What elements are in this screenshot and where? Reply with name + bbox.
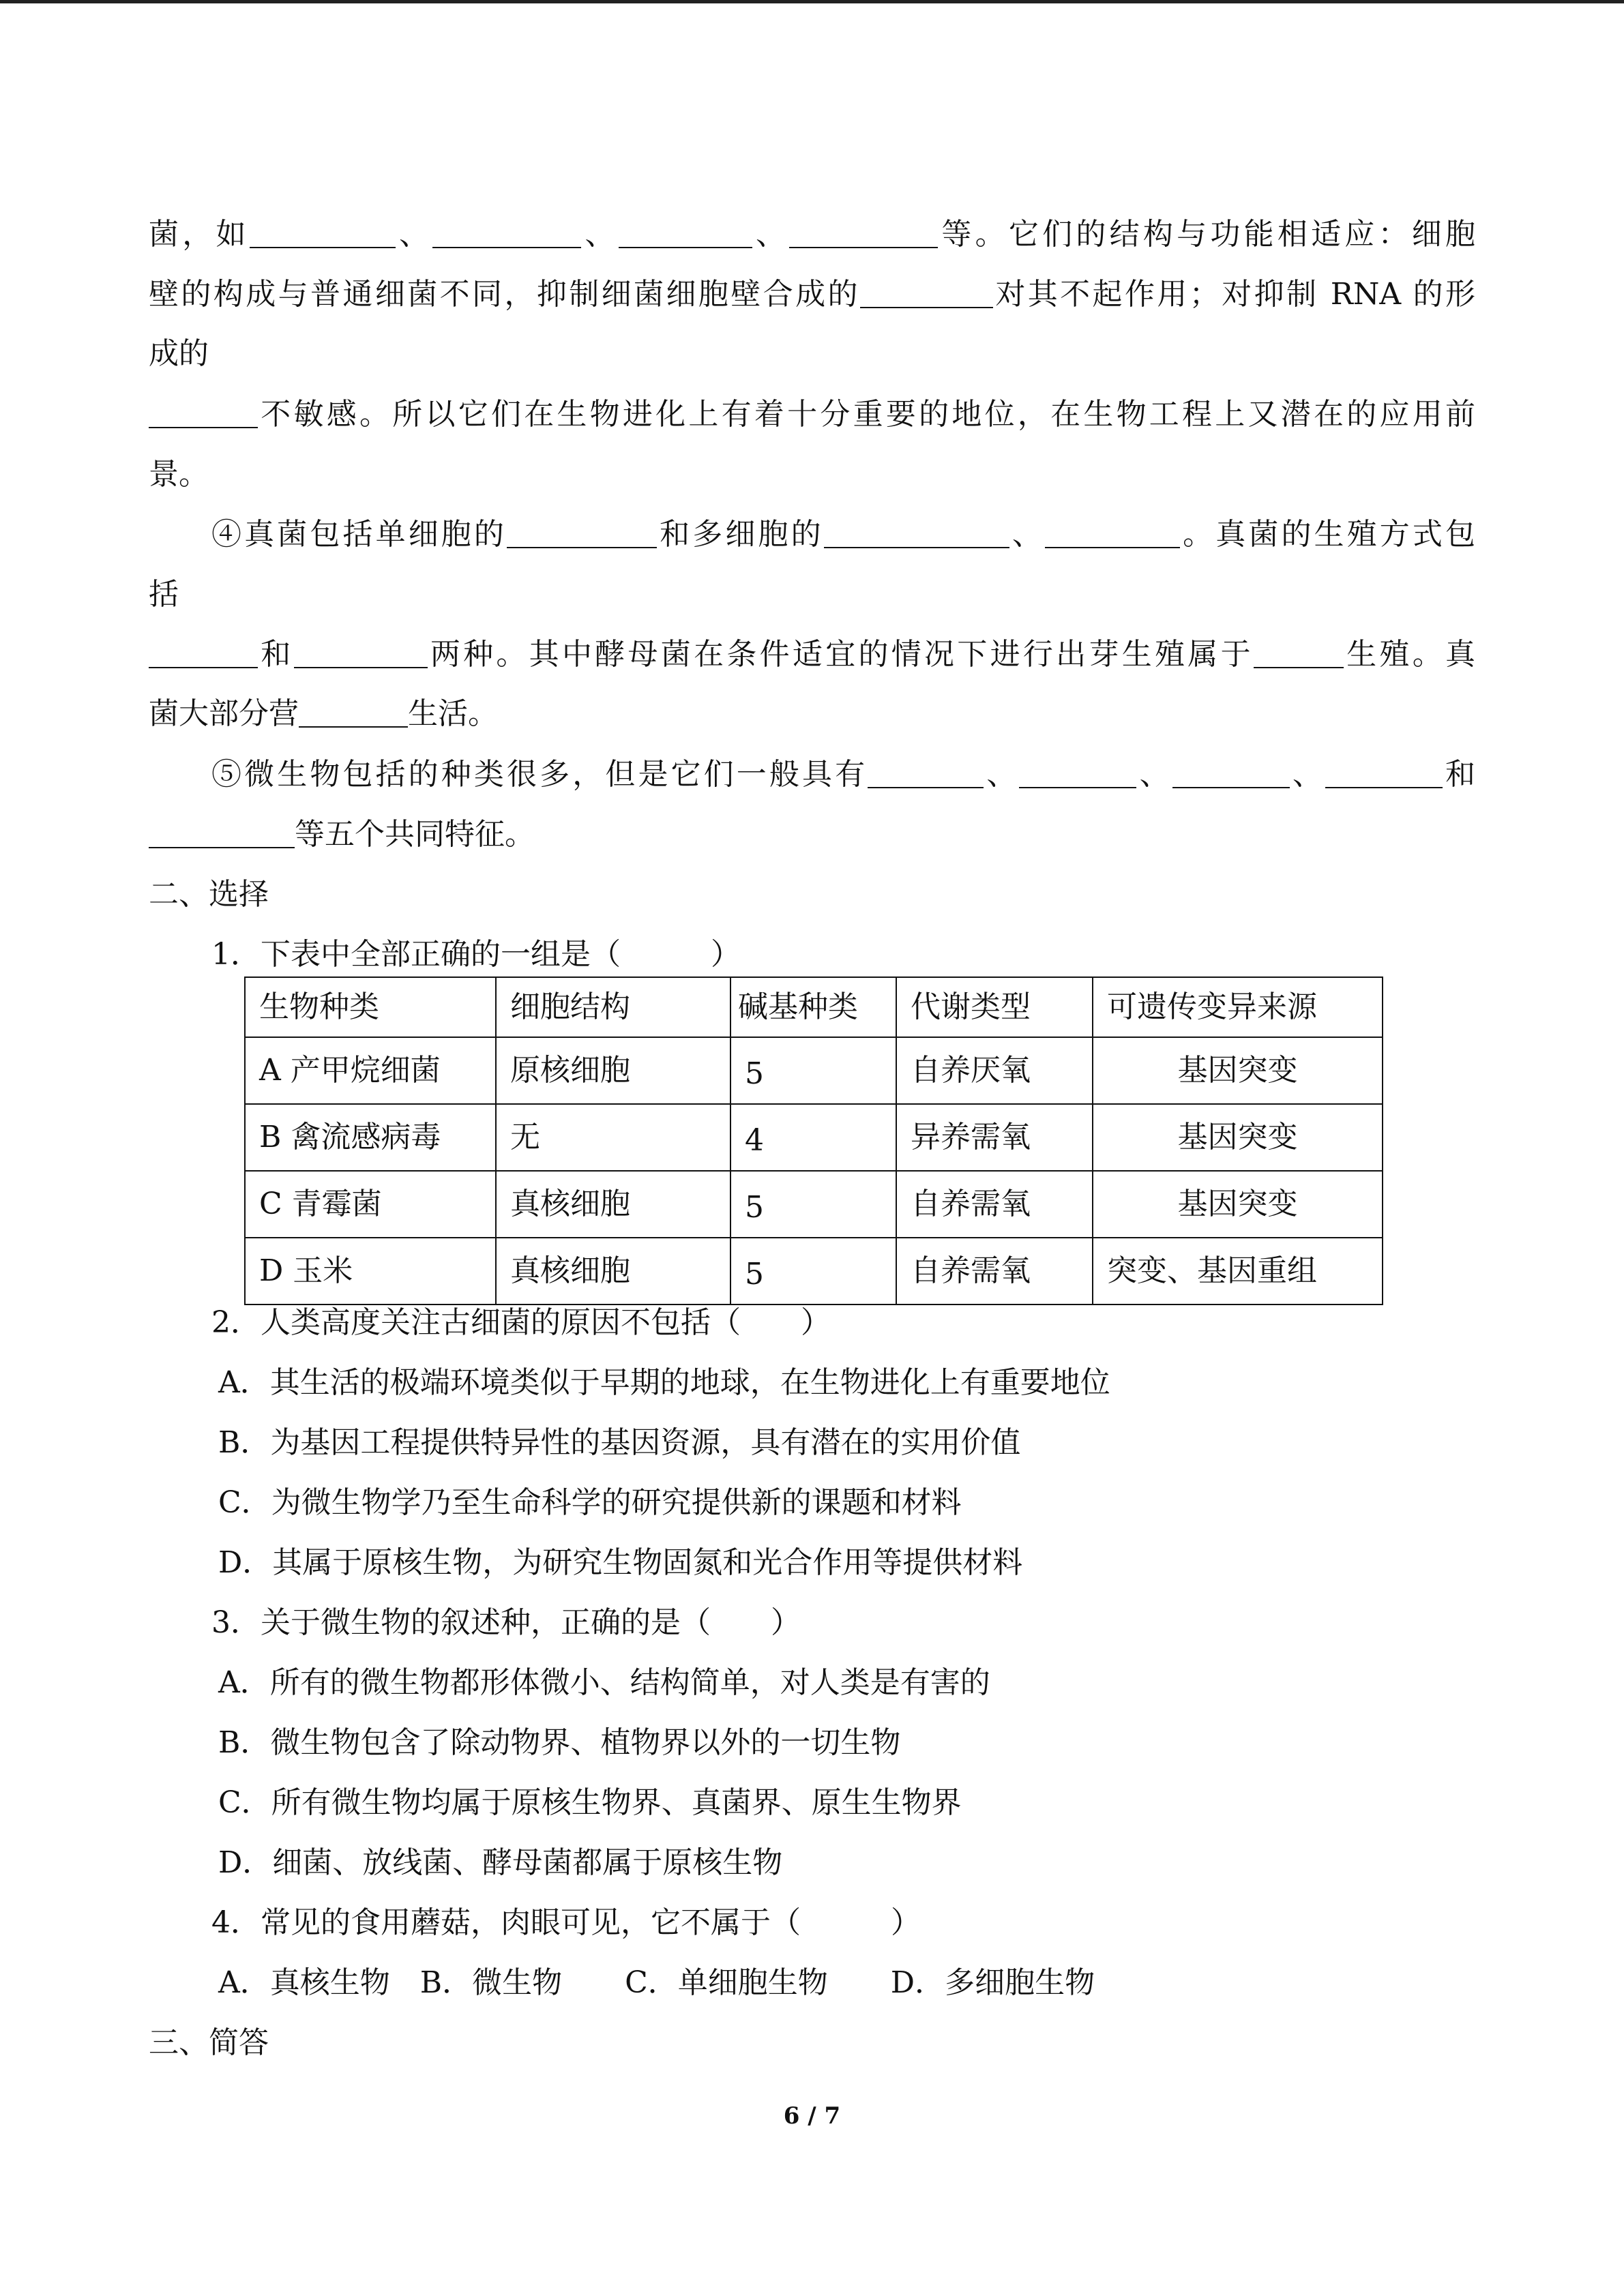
table-cell: 异养需氧 [896,1104,1093,1171]
table-cell: 无 [496,1104,730,1171]
table-header-cell: 细胞结构 [496,977,730,1037]
text: 等。它们的结构与功能相适应：细胞 [938,217,1476,252]
question-2-option-c: C．为微生物学乃至生命科学的研究提供新的课题和材料 [218,1485,962,1520]
text: 对其不起作用；对抑制 RNA 的形 [992,277,1475,312]
answer-blank[interactable] [824,520,1009,548]
fill-line-6 [211,517,1476,552]
fill-line-5: 景。 [149,457,209,492]
table-cell: B 禽流感病毒 [245,1104,496,1171]
table-cell: C 青霉菌 [245,1171,496,1238]
question-3-option-d: D．细菌、放线菌、酵母菌都属于原核生物 [218,1845,783,1880]
question-4-stem: 4．常见的食用蘑菇，肉眼可见，它不属于（ ） [211,1905,921,1940]
text: 、 [984,757,1020,792]
answer-blank[interactable] [868,760,984,788]
table-header-cell: 可遗传变异来源 [1093,977,1383,1037]
answer-blank[interactable] [1019,760,1136,788]
table-cell: A 产甲烷细菌 [245,1037,496,1104]
question-2-option-a: A．其生活的极端环境类似于早期的地球，在生物进化上有重要地位 [218,1365,1110,1400]
text: 、 [1009,517,1045,552]
fill-line-3: 成的 [149,336,209,371]
table-cell: 突变、基因重组 [1093,1238,1383,1304]
fill-line-11 [149,817,1475,852]
table-row [245,1037,1383,1104]
answer-blank[interactable] [432,220,581,248]
text: ⑤微生物包括的种类很多，但是它们一般具有 [211,757,868,792]
table-cell: 自养厌氧 [896,1037,1093,1104]
question-1-table [244,976,1382,1305]
text: 不敏感。所以它们在生物进化上有着十分重要的地位，在生物工程上又潜在的应用前 [258,397,1475,432]
question-3-stem: 3．关于微生物的叙述种，正确的是（ ） [211,1605,801,1640]
question-4-option-d: D．多细胞生物 [890,1965,1095,2000]
question-4-options [218,1965,1475,2000]
text: 和 [258,637,294,672]
answer-blank[interactable] [789,220,938,248]
page-number: 6 / 7 [783,2102,841,2130]
text: 菌大部分营 [149,696,299,731]
text: 壁的构成与普通细菌不同，抑制细菌细胞壁合成的 [149,277,860,312]
table-row [245,1238,1383,1304]
answer-blank[interactable] [619,220,752,248]
table-cell: 自养需氧 [896,1171,1093,1238]
table-cell: D 玉米 [245,1238,496,1304]
fill-line-8 [149,637,1475,672]
fill-line-2 [149,277,1475,312]
table-cell: 基因突变 [1093,1171,1383,1238]
fill-line-10 [211,757,1476,792]
question-2-option-b: B．为基因工程提供特异性的基因资源，具有潜在的实用价值 [218,1425,1021,1460]
table-header-cell: 碱基种类 [730,977,896,1037]
text: 、 [395,217,433,252]
text: 、 [752,217,790,252]
question-4-option-a: A．真核生物 [218,1965,390,2000]
table-row [245,1171,1383,1238]
table-cell: 基因突变 [1093,1037,1383,1104]
fill-line-9 [149,696,1475,731]
table-cell: 5 [730,1037,896,1104]
question-2-stem: 2．人类高度关注古细菌的原因不包括（ ） [211,1305,831,1340]
answer-blank[interactable] [1325,760,1443,788]
question-3-option-b: B．微生物包含了除动物界、植物界以外的一切生物 [218,1725,901,1760]
question-3-option-c: C．所有微生物均属于原核生物界、真菌界、原生生物界 [218,1785,962,1820]
text: 和 [1442,757,1476,792]
answer-blank[interactable] [299,699,408,728]
question-4-option-c: C．单细胞生物 [625,1965,828,2000]
text: ④真菌包括单细胞的 [211,517,507,552]
text: 两种。其中酵母菌在条件适宜的情况下进行出芽生殖属于 [427,637,1254,672]
text: 生殖。真 [1343,637,1475,672]
question-2-option-d: D．其属于原核生物，为研究生物固氮和光合作用等提供材料 [218,1545,1023,1580]
answer-blank[interactable] [149,640,258,668]
table-header-cell: 代谢类型 [896,977,1093,1037]
question-4-option-b: B．微生物 [419,1965,563,2000]
table-cell: 原核细胞 [496,1037,730,1104]
answer-blank[interactable] [149,400,258,428]
table-cell: 基因突变 [1093,1104,1383,1171]
answer-blank[interactable] [860,280,993,308]
fill-line-4 [149,397,1475,432]
answer-blank[interactable] [294,640,428,668]
table-cell: 自养需氧 [896,1238,1093,1304]
text: 生活。 [408,696,498,731]
fill-line-1 [149,217,1476,252]
answer-blank[interactable] [1172,760,1290,788]
section-heading-short-answer: 三、简答 [149,2025,269,2060]
table-cell: 真核细胞 [496,1171,730,1238]
answer-blank[interactable] [1045,520,1180,548]
answer-blank[interactable] [149,820,295,848]
answer-blank[interactable] [1254,640,1344,668]
text: 等五个共同特征。 [295,817,535,852]
table-header-cell: 生物种类 [245,977,496,1037]
question-3-option-a: A．所有的微生物都形体微小、结构简单，对人类是有害的 [218,1665,990,1700]
text: 。真菌的生殖方式包 [1179,517,1476,552]
fill-line-7: 括 [149,577,179,612]
section-heading-choice: 二、选择 [149,877,269,912]
text: 和多细胞的 [657,517,824,552]
text: 、 [581,217,619,252]
answer-blank[interactable] [507,520,657,548]
table-cell: 真核细胞 [496,1238,730,1304]
text: 、 [1289,757,1325,792]
table-row [245,1104,1383,1171]
answer-blank[interactable] [250,220,396,248]
page-top-border [0,0,1624,3]
text: 菌，如 [149,217,250,252]
text: 、 [1136,757,1172,792]
table-cell: 5 [730,1238,896,1304]
table-header-row [245,977,1383,1037]
table-cell: 5 [730,1171,896,1238]
table-cell: 4 [730,1104,896,1171]
question-1-stem: 1．下表中全部正确的一组是（ ） [211,937,741,972]
